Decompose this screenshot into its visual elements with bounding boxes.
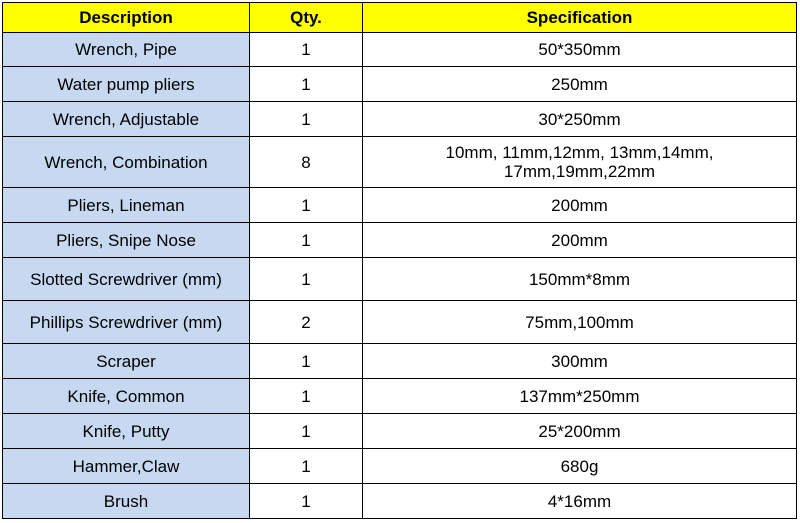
cell-specification: 200mm xyxy=(363,223,797,258)
cell-specification: 250mm xyxy=(363,67,797,102)
cell-specification: 30*250mm xyxy=(363,102,797,137)
spec-line: 10mm, 11mm,12mm, 13mm,14mm, xyxy=(445,143,714,162)
cell-specification: 25*200mm xyxy=(363,414,797,449)
cell-qty: 1 xyxy=(250,258,363,301)
cell-qty: 1 xyxy=(250,484,363,519)
cell-specification: 137mm*250mm xyxy=(363,379,797,414)
cell-specification: 4*16mm xyxy=(363,484,797,519)
table-row xyxy=(3,102,797,137)
table-row xyxy=(3,414,797,449)
cell-specification: 680g xyxy=(363,449,797,484)
table-row xyxy=(3,137,797,188)
spec-line: 17mm,19mm,22mm xyxy=(503,162,656,181)
cell-specification: 75mm,100mm xyxy=(363,301,797,344)
table-row xyxy=(3,188,797,223)
table-row xyxy=(3,301,797,344)
table-row xyxy=(3,344,797,379)
cell-specification: 150mm*8mm xyxy=(363,258,797,301)
cell-description: Phillips Screwdriver (mm) xyxy=(3,301,250,344)
cell-qty: 1 xyxy=(250,223,363,258)
table-row xyxy=(3,449,797,484)
cell-description: Pliers, Snipe Nose xyxy=(3,223,250,258)
header-specification: Specification xyxy=(363,3,797,33)
cell-qty: 8 xyxy=(250,137,363,188)
cell-description: Water pump pliers xyxy=(3,67,250,102)
cell-qty: 1 xyxy=(250,344,363,379)
cell-qty: 1 xyxy=(250,188,363,223)
cell-description: Pliers, Lineman xyxy=(3,188,250,223)
cell-qty: 1 xyxy=(250,379,363,414)
cell-qty: 2 xyxy=(250,301,363,344)
header-description: Description xyxy=(3,3,250,33)
cell-qty: 1 xyxy=(250,449,363,484)
cell-description: Wrench, Combination xyxy=(3,137,250,188)
cell-specification: 200mm xyxy=(363,188,797,223)
table-row xyxy=(3,67,797,102)
tool-specification-table xyxy=(2,2,797,519)
cell-description: Hammer,Claw xyxy=(3,449,250,484)
cell-qty: 1 xyxy=(250,33,363,67)
table-row xyxy=(3,33,797,67)
cell-qty: 1 xyxy=(250,102,363,137)
table-row xyxy=(3,379,797,414)
cell-description: Wrench, Adjustable xyxy=(3,102,250,137)
cell-specification: 300mm xyxy=(363,344,797,379)
cell-specification xyxy=(363,137,797,188)
cell-description: Knife, Putty xyxy=(3,414,250,449)
table-row xyxy=(3,484,797,519)
cell-description: Knife, Common xyxy=(3,379,250,414)
header-qty: Qty. xyxy=(250,3,363,33)
cell-description: Scraper xyxy=(3,344,250,379)
table-row xyxy=(3,258,797,301)
cell-description: Slotted Screwdriver (mm) xyxy=(3,258,250,301)
cell-description: Brush xyxy=(3,484,250,519)
cell-qty: 1 xyxy=(250,414,363,449)
header-row xyxy=(3,3,797,33)
cell-description: Wrench, Pipe xyxy=(3,33,250,67)
cell-qty: 1 xyxy=(250,67,363,102)
table-row xyxy=(3,223,797,258)
cell-specification: 50*350mm xyxy=(363,33,797,67)
